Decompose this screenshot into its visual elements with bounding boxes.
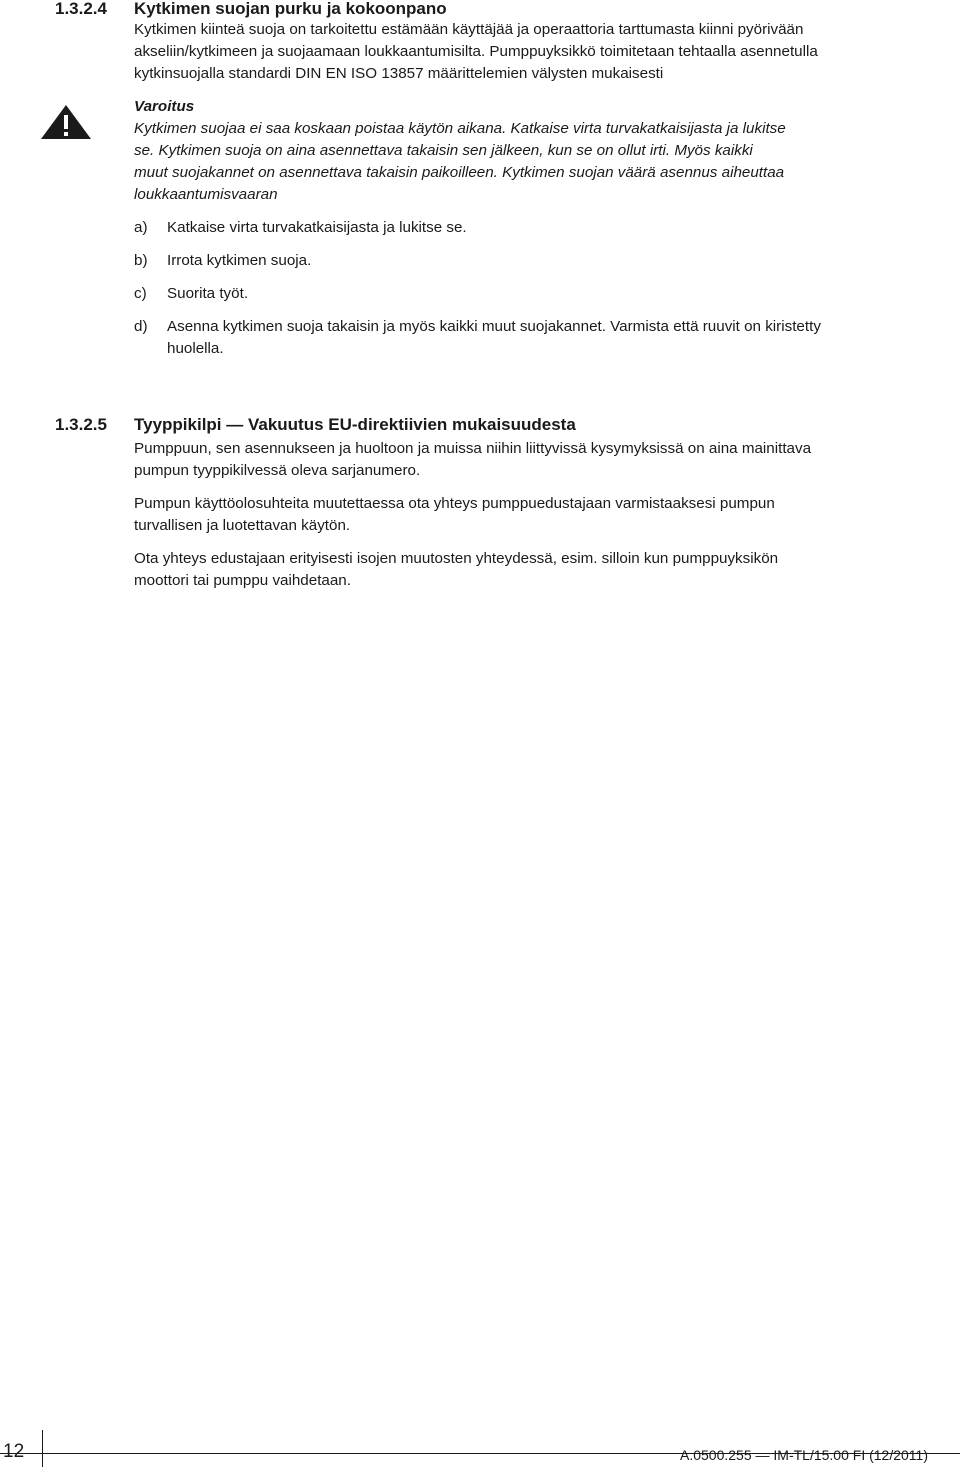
step-text: Suorita työt. (167, 285, 249, 302)
step-label: c) (134, 285, 147, 302)
paragraph-line: turvallisen ja luotettavan käytön. (134, 517, 351, 534)
step-item (134, 217, 934, 239)
step-text: Irrota kytkimen suoja. (167, 252, 312, 269)
step-label: b) (134, 252, 148, 269)
warning-title: Varoitus (134, 98, 195, 115)
section-number: 1.3.2.5 (55, 415, 107, 434)
warning-block (134, 96, 934, 206)
paragraph (134, 548, 934, 592)
paragraph-line: moottori tai pumppu vaihdetaan. (134, 572, 351, 589)
step-label: a) (134, 219, 148, 236)
paragraph-line: Ota yhteys edustajaan erityisesti isojen muutosten yhteydessä, esim. silloin kun pumppuyksikön (134, 550, 779, 567)
step-text: Katkaise virta turvakatkaisijasta ja lukitse se. (167, 219, 467, 236)
paragraph (134, 438, 934, 482)
warning-line: muut suojakannet on asennettava takaisin paikoilleen. Kytkimen suojan väärä asennus aiheuttaa (134, 164, 785, 181)
warning-line: se. Kytkimen suoja on aina asennettava takaisin sen jälkeen, kun se on ollut irti. Myös kaikki (134, 142, 753, 159)
paragraph-line: Pumpun käyttöolosuhteita muutettaessa ota yhteys pumppuedustajaan varmistaaksesi pumpun (134, 495, 775, 512)
paragraph-line: pumpun tyyppikilvessä oleva sarjanumero. (134, 462, 421, 479)
intro-line: Kytkimen kiinteä suoja on tarkoitettu estämään käyttäjää ja operaattoria tarttumasta kiinni pyörivään (134, 21, 804, 38)
page-number: 12 (3, 1441, 25, 1462)
paragraph-line: Pumppuun, sen asennukseen ja huoltoon ja muissa niihin liittyvissä kysymyksissä on aina mainittava (134, 440, 812, 457)
step-item (134, 250, 934, 272)
document-code: A.0500.255 — IM-TL/15.00 FI (12/2011) (680, 1447, 928, 1463)
step-text-line: Asenna kytkimen suoja takaisin ja myös kaikki muut suojakannet. Varmista että ruuvit on kiristetty (167, 318, 821, 335)
warning-triangle-icon (40, 104, 92, 140)
section-title: Kytkimen suojan purku ja kokoonpano (134, 0, 447, 18)
warning-line: Kytkimen suojaa ei saa koskaan poistaa käytön aikana. Katkaise virta turvakatkaisijasta ja lukitse (134, 120, 786, 137)
intro-line: kytkinsuojalla standardi DIN EN ISO 13857 määrittelemien välysten mukaisesti (134, 65, 664, 82)
intro-line: akseliin/kytkimeen ja suojaamaan loukkaantumisilta. Pumppuyksikkö toimitetaan tehtaalla asennetulla (134, 43, 818, 60)
step-text (167, 316, 821, 360)
paragraph (134, 493, 934, 537)
warning-line: loukkaantumisvaaran (134, 186, 278, 203)
section-number: 1.3.2.4 (55, 0, 107, 18)
step-item (134, 316, 934, 360)
section-intro (134, 19, 934, 85)
step-item (134, 283, 934, 305)
step-text-line: huolella. (167, 340, 224, 357)
step-label: d) (134, 318, 148, 335)
section-title: Tyyppikilpi — Vakuutus EU-direktiivien mukaisuudesta (134, 415, 576, 434)
page-number-separator (42, 1430, 43, 1467)
